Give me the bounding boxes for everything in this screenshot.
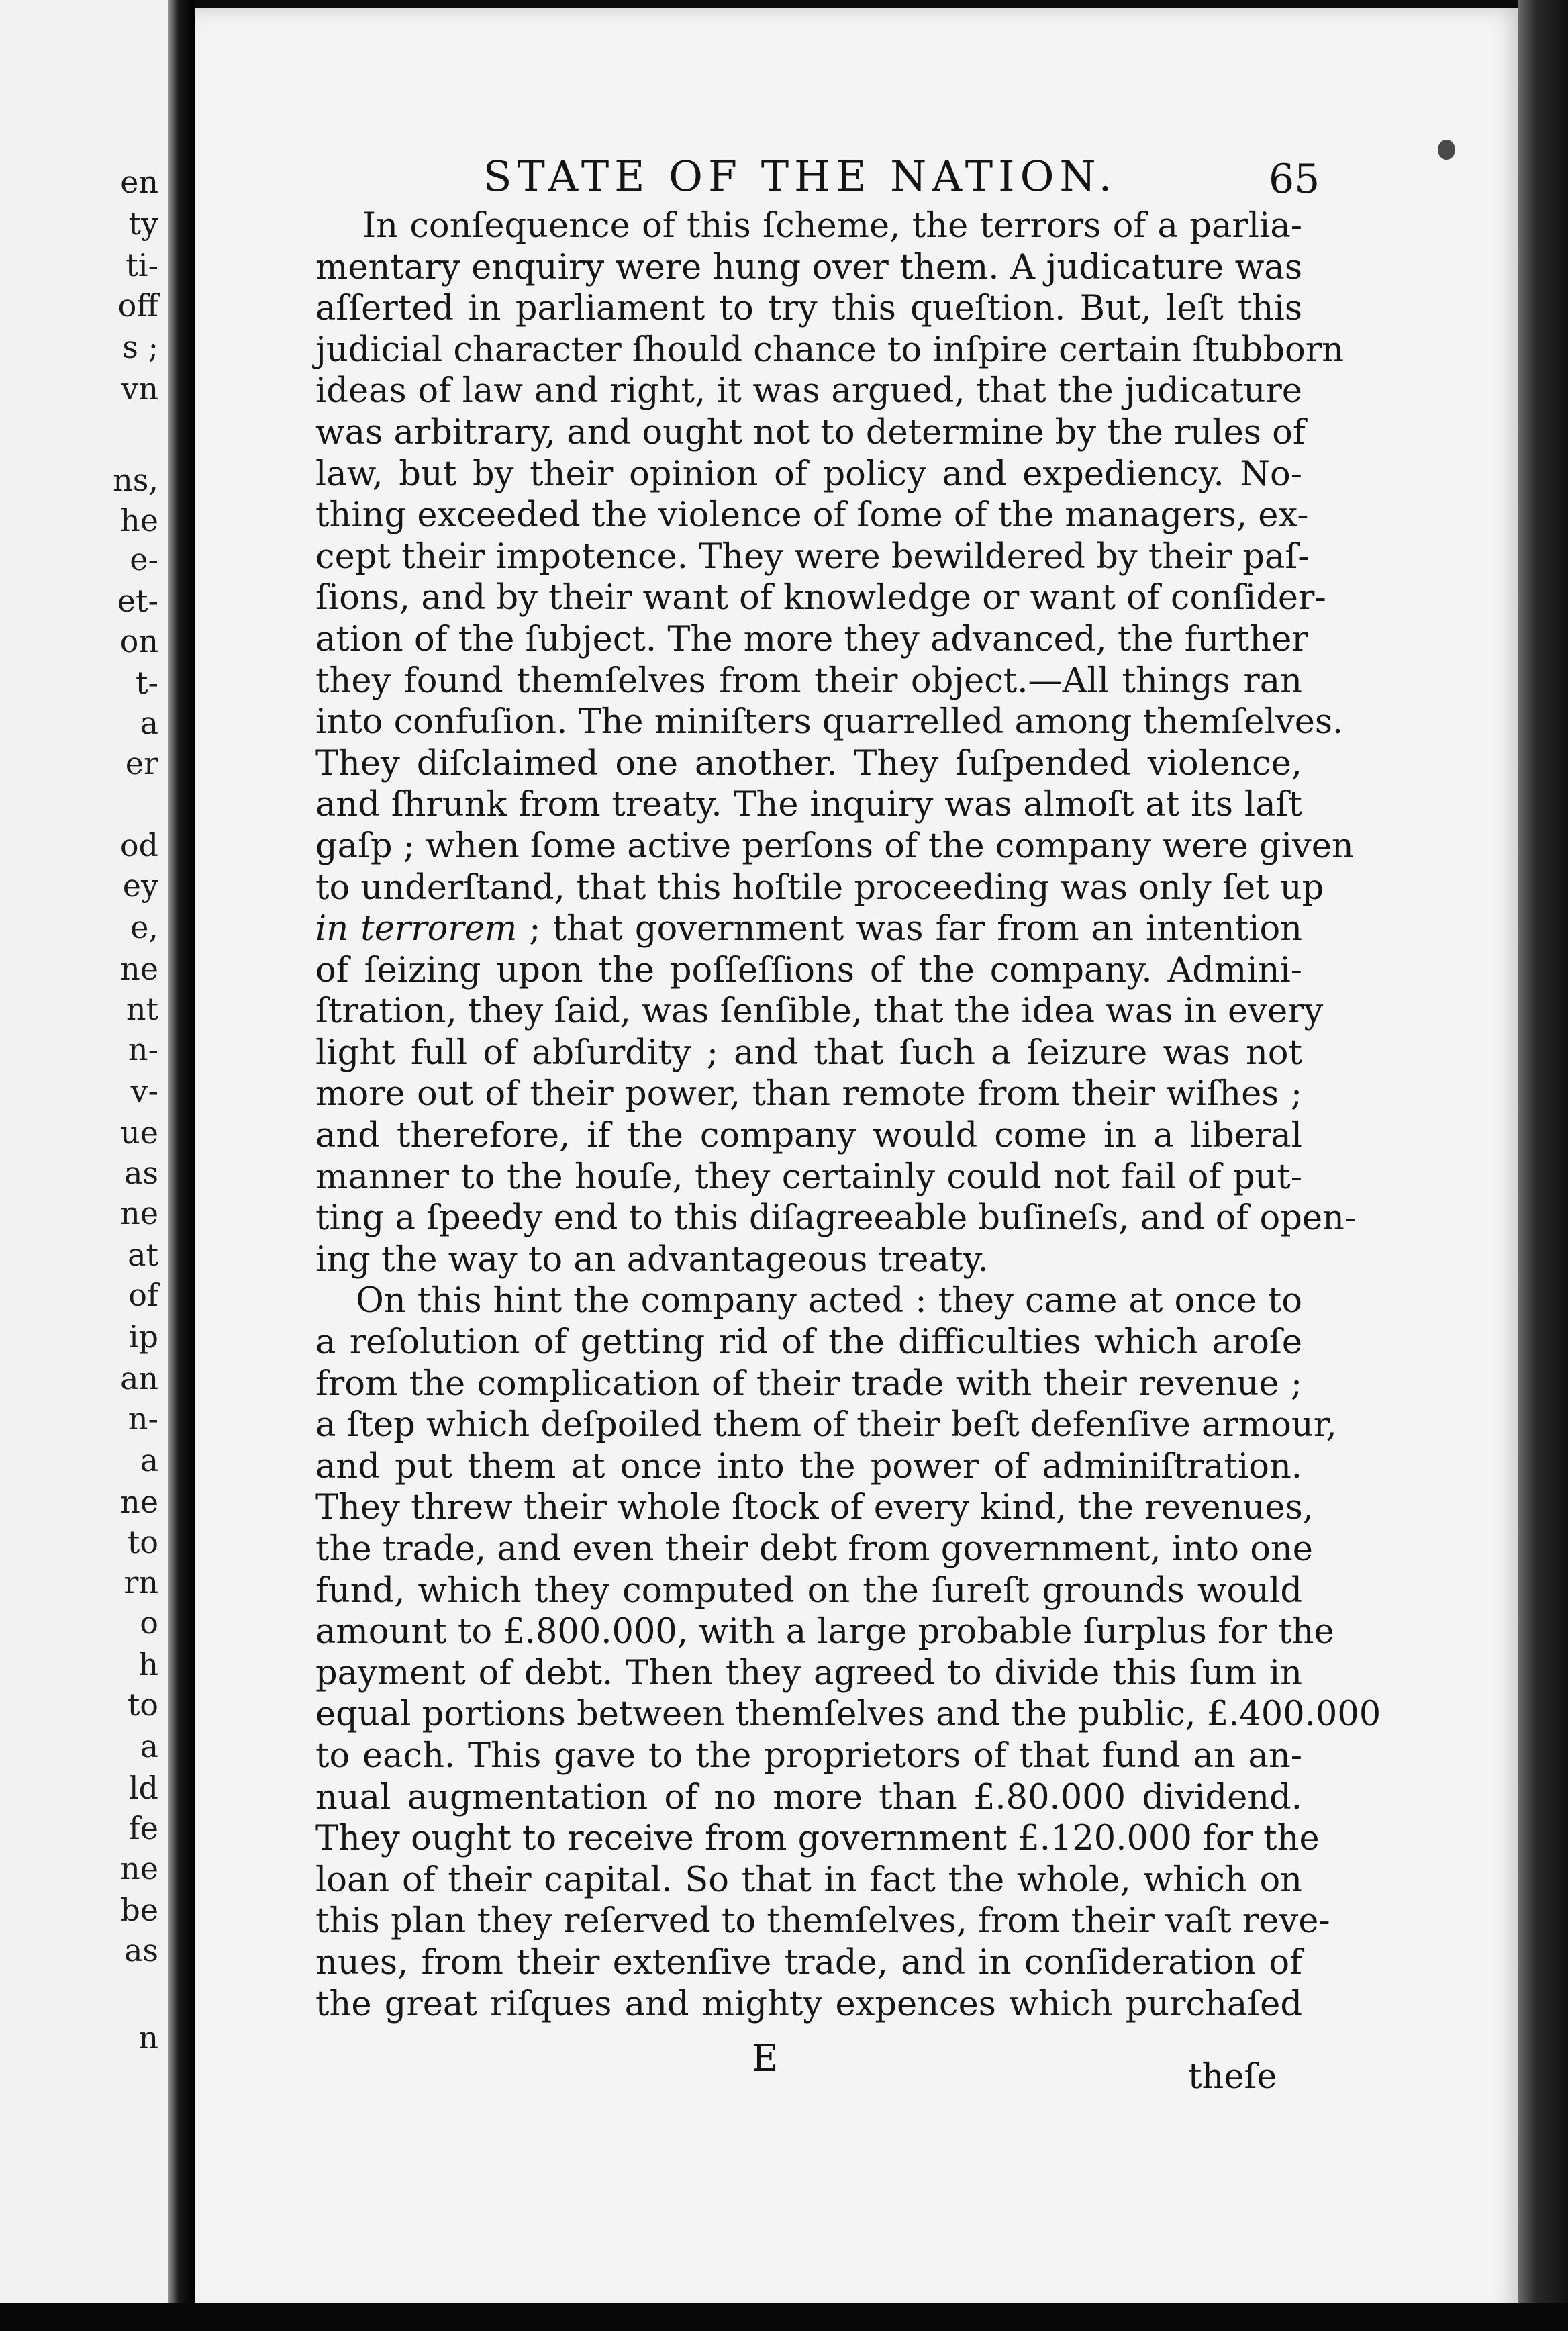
left-fragment: as	[124, 1932, 158, 1968]
text-line: to underſtand, that this hoſtile proceeding was only ſet up	[315, 867, 1324, 908]
left-fragment: vn	[121, 371, 158, 407]
text-line: ation of the ſubject. The more they advanced, the further	[315, 619, 1308, 659]
text-line: They diſclaimed one another. They ſuſpended violence,	[315, 743, 1302, 783]
left-fragment: er	[125, 745, 158, 781]
text-line: in terrorem ; that government was far from an intention	[315, 909, 1302, 949]
catchword: theſe	[1188, 2057, 1277, 2097]
left-fragment: nt	[126, 991, 158, 1027]
left-fragment: be	[120, 1892, 158, 1928]
left-fragment: et-	[117, 583, 158, 619]
text-line: amount to £.800.000, with a large probable ſurplus for the	[315, 1612, 1334, 1652]
page-bottom-shadow	[0, 2303, 1568, 2331]
left-fragment: a	[140, 705, 158, 741]
left-fragment: n-	[128, 1031, 158, 1067]
text-line: nual augmentation of no more than £.80.000 dividend.	[315, 1777, 1302, 1817]
left-fragment: en	[120, 164, 158, 200]
signature-mark: E	[752, 2037, 779, 2079]
left-fragment: v-	[130, 1073, 158, 1109]
text-line: cept their impotence. They were bewildered by their paſ-	[315, 536, 1310, 577]
left-fragment: off	[117, 287, 158, 324]
text-line: gaſp ; when ſome active perſons of the company were given	[315, 826, 1354, 866]
text-line: more out of their power, than remote from their wiſhes ;	[315, 1074, 1302, 1114]
text-line: manner to the houſe, they certainly could not fail of put-	[315, 1157, 1302, 1197]
ink-speck	[1438, 140, 1455, 160]
left-fragment: ey	[122, 867, 158, 904]
left-fragment: h	[138, 1646, 158, 1682]
left-fragment: of	[128, 1277, 158, 1313]
text-line: mentary enquiry were hung over them. A judicature was	[315, 247, 1302, 287]
left-fragment: ld	[128, 1770, 158, 1806]
text-line: into confuſion. The miniſters quarrelled among themſelves.	[315, 702, 1344, 743]
left-fragment: o	[140, 1605, 158, 1641]
text-line: the great riſques and mighty expences which purchaſed	[315, 1984, 1302, 2024]
left-fragment: ns,	[113, 462, 158, 498]
text-line: On this hint the company acted : they came at once to	[356, 1281, 1302, 1321]
text-line: law, but by their opinion of policy and expediency. No-	[315, 454, 1302, 494]
left-fragment: ne	[120, 1195, 158, 1231]
text-line: ſions, and by their want of knowledge or want of conſider-	[315, 578, 1326, 618]
left-fragment: e-	[130, 541, 158, 577]
left-fragment: to	[127, 1524, 158, 1560]
left-fragment: n-	[128, 1400, 158, 1437]
left-fragment: n	[138, 2019, 158, 2056]
text-line: the trade, and even their debt from government, into one	[315, 1529, 1313, 1569]
left-fragment: ne	[120, 1484, 158, 1520]
text-line: of ſeizing upon the poſſeſſions of the company. Admini-	[315, 950, 1302, 990]
text-line: fund, which they computed on the ſureſt grounds would	[315, 1570, 1302, 1611]
left-fragment: rn	[124, 1564, 158, 1601]
italic-phrase: in terrorem	[315, 909, 518, 949]
page-fore-edge	[1518, 0, 1568, 2331]
page-number: 65	[1269, 156, 1320, 203]
left-fragment: fe	[128, 1810, 158, 1846]
text-line: aſſerted in parliament to try this queſtion. But, leſt this	[315, 289, 1302, 329]
left-fragment: he	[120, 502, 158, 538]
text-line: a reſolution of getting rid of the difficulties which aroſe	[315, 1323, 1302, 1363]
left-fragment: at	[128, 1237, 158, 1273]
text-line: a ſtep which deſpoiled them of their beſt defenſive armour,	[315, 1405, 1337, 1445]
text-line: ſtration, they ſaid, was ſenſible, that the idea was in every	[315, 992, 1324, 1032]
text-line: was arbitrary, and ought not to determine by the rules of	[315, 412, 1306, 453]
text-line: nues, from their extenſive trade, and in conſideration of	[315, 1942, 1302, 1983]
left-fragment: ue	[120, 1114, 158, 1151]
left-fragment: to	[127, 1686, 158, 1723]
left-fragment: t-	[135, 665, 158, 701]
left-fragment: ne	[120, 951, 158, 987]
left-fragment: e,	[130, 909, 158, 945]
left-fragment: ti-	[126, 247, 158, 283]
text-line: thing exceeded the violence of ſome of the managers, ex-	[315, 495, 1309, 536]
text-line: equal portions between themſelves and the public, £.400.000	[315, 1695, 1381, 1735]
text-line: and ſhrunk from treaty. The inquiry was almoſt at its laſt	[315, 785, 1302, 825]
text-line: payment of debt. Then they agreed to divide this ſum in	[315, 1653, 1302, 1693]
text-line: from the complication of their trade with their revenue ;	[315, 1364, 1302, 1404]
left-fragment: a	[140, 1728, 158, 1764]
text-line: In conſequence of this ſcheme, the terrors of a parlia-	[362, 206, 1302, 246]
text-line: They ought to receive from government £.120.000 for the	[315, 1819, 1320, 1859]
text-line: ing the way to an advantageous treaty.	[315, 1239, 989, 1280]
left-fragment: an	[119, 1360, 158, 1396]
text-line: they found themſelves from their object.—All things ran	[315, 661, 1302, 701]
left-fragment: od	[119, 827, 158, 863]
left-fragment: s ;	[122, 329, 158, 365]
book-gutter	[168, 0, 195, 2331]
text-line: to each. This gave to the proprietors of that fund an an-	[315, 1735, 1302, 1776]
text-line: ideas of law and right, it was argued, that the judicature	[315, 371, 1302, 412]
text-line: loan of their capital. So that in fact the whole, which on	[315, 1860, 1302, 1900]
text-line: light full of abſurdity ; and that ſuch a ſeizure was not	[315, 1033, 1302, 1073]
running-head: STATE OF THE NATION.	[483, 152, 1118, 201]
left-fragment: a	[140, 1442, 158, 1478]
left-fragment: ty	[128, 205, 158, 242]
left-fragment: on	[119, 623, 158, 659]
left-fragment: ip	[128, 1319, 158, 1355]
text-line: ting a ſpeedy end to this diſagreeable buſineſs, and of open-	[315, 1198, 1357, 1239]
left-fragment: as	[124, 1155, 158, 1191]
text-line: and therefore, if the company would come in a liberal	[315, 1116, 1302, 1156]
text-line: and put them at once into the power of adminiſtration.	[315, 1446, 1302, 1486]
left-page-text-fragments	[0, 0, 168, 2331]
body-text	[315, 205, 1381, 2025]
text-line: this plan they reſerved to themſelves, from their vaſt reve-	[315, 1901, 1330, 1942]
text-line: judicial character ſhould chance to inſpire certain ſtubborn	[315, 330, 1344, 370]
left-fragment: ne	[120, 1850, 158, 1887]
text-line: They threw their whole ſtock of every kind, the revenues,	[315, 1488, 1314, 1528]
